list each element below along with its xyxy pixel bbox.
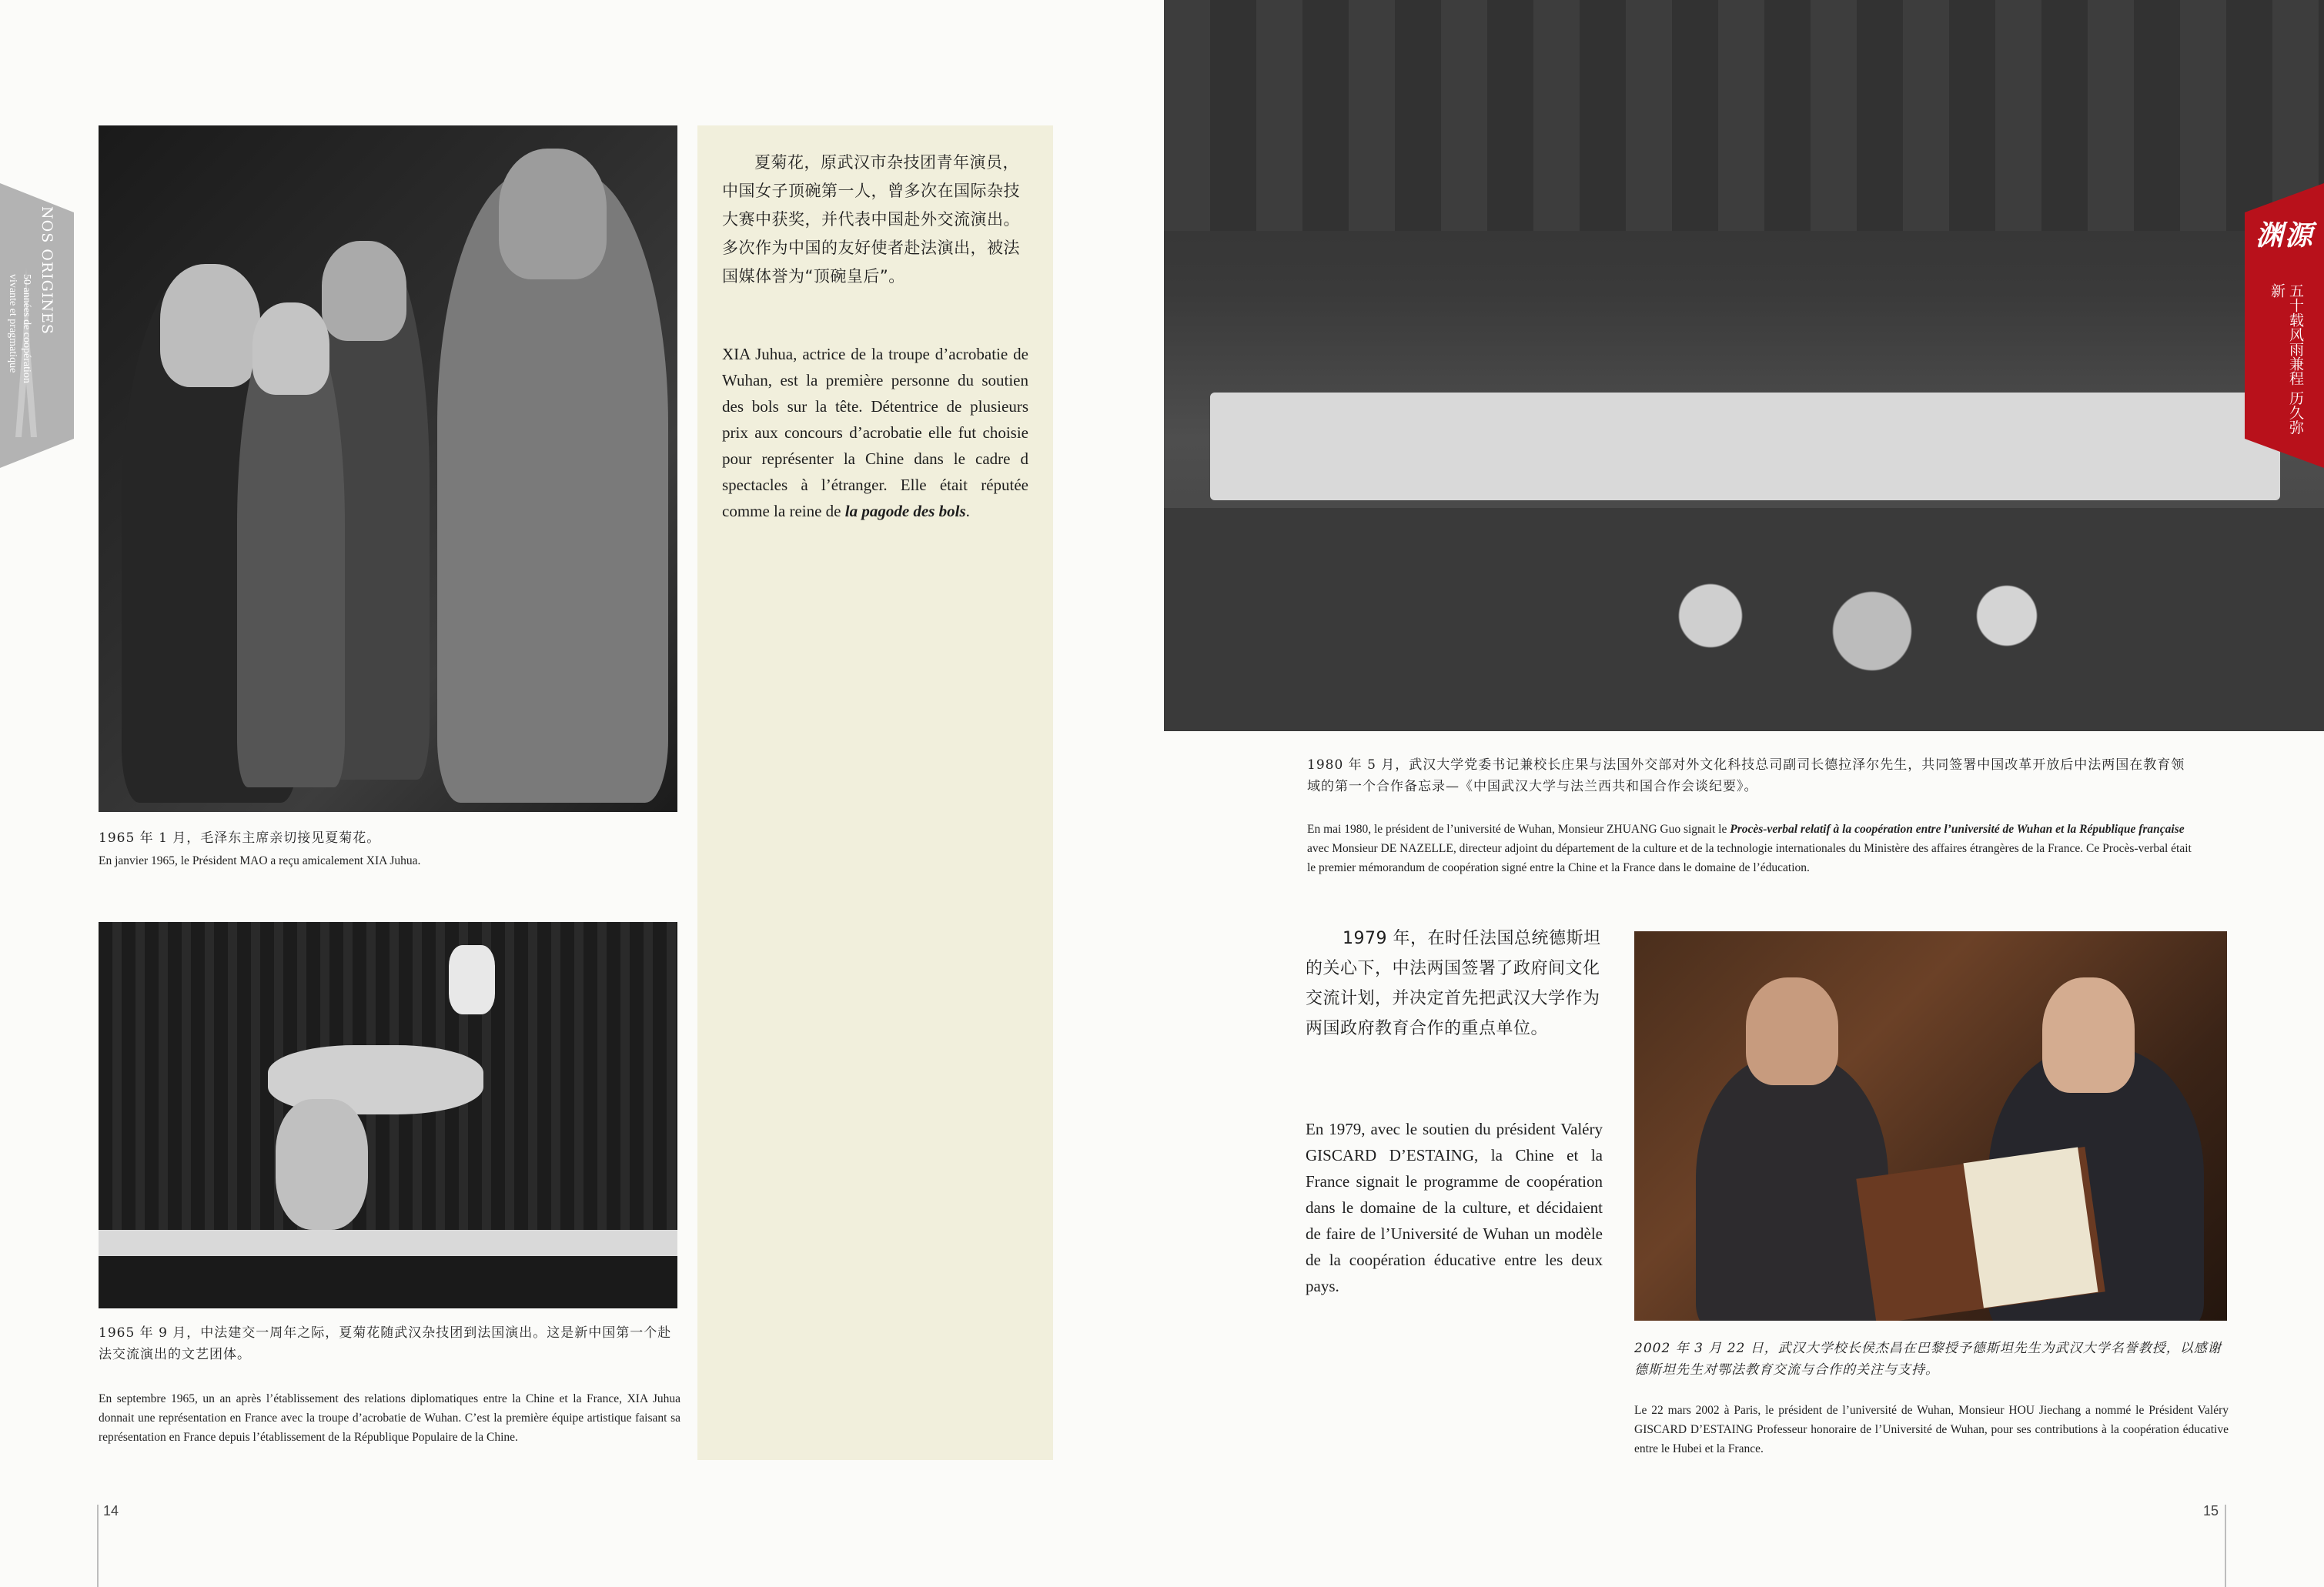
sidebar-fr-text-main: XIA Juhua, actrice de la troupe d’acrobatie de Wuhan, est la première personne du soutien des bols sur la tête. Détentrice de plusieurs prix aux concours d’acrobatie elle fut choisie pour représenter la Chine dans le cadre d spectacles à l’étranger. Elle était réputée comme la reine de	[722, 345, 1028, 520]
photo-mao-xia-juhua	[99, 125, 677, 812]
side-tab-subtitle-2: vivante et pragmatique	[7, 274, 18, 373]
photo3-caption-cn: 1980 年 5 月，武汉大学党委书记兼校长庄果与法国外交部对外文化科技总司副司长德拉泽尔先生，共同签署中国改革开放后中法两国在教育领域的第一个合作备忘录—《中国武汉大学与法兰西共和国合作会谈纪要》。	[1307, 757, 2185, 794]
photo1-caption-fr: En janvier 1965, le Président MAO a reçu amicalement XIA Juhua.	[99, 854, 421, 867]
right-page-divider	[2225, 1505, 2226, 1587]
photo4-caption-fr: Le 22 mars 2002 à Paris, le président de l’université de Wuhan, Monsieur HOU Jiechang a nommé le Président Valéry GISCARD D’ESTAING Professeur honoraire de l’Université de Wuhan, pour ses contributions à la coopération éducative entre le Hubei et la France.	[1634, 1404, 2229, 1455]
side-tab-title: NOS ORIGINES	[38, 206, 55, 335]
side-tab-left	[0, 183, 74, 468]
photo3-caption-fr-emphasis: Procès-verbal relatif à la coopération entre l’université de Wuhan et la République française	[1730, 823, 2185, 836]
page-number-right: 15	[2203, 1503, 2219, 1519]
intro-fr-text: En 1979, avec le soutien du président Valéry GISCARD D’ESTAING, la Chine et la France signait le programme de coopération dans le domaine de la culture, et décidaient de faire de l’Université de Wuhan un modèle de la coopération éducative entre les deux pays.	[1306, 1120, 1603, 1295]
photo2-caption-fr: En septembre 1965, un an après l’établissement des relations diplomatiques entre la Chine et la France, XIA Juhua donnait une représentation en France avec la troupe d’acrobatie de Wuhan. C’est la première équipe artistique faisant sa représentation en France depuis l’établissement de la République Populaire de la Chine.	[99, 1392, 680, 1444]
sidebar-panel	[697, 125, 1053, 1460]
sidebar-fr-text-end: .	[965, 502, 970, 520]
side-tab-right-subtitle: 五十载风雨兼程 历久弥新	[2269, 283, 2304, 435]
sidebar-fr-text-emphasis: la pagode des bols	[844, 502, 966, 520]
side-tab-right-title: 渊源	[2255, 219, 2314, 252]
side-tab-right	[2245, 183, 2324, 468]
photo-honorary-professor	[1634, 931, 2227, 1321]
photo4-caption-cn: 2002 年 3 月 22 日，武汉大学校长侯杰昌在巴黎授予德斯坦先生为武汉大学名誉教授，以感谢德斯坦先生对鄂法教育交流与合作的关注与支持。	[1634, 1341, 2222, 1378]
page-number-left: 14	[103, 1503, 119, 1519]
intro-cn-text: 1979 年，在时任法国总统德斯坦的关心下，中法两国签署了政府间文化交流计划，并决定首先把武汉大学作为两国政府教育合作的重点单位。	[1306, 929, 1601, 1038]
photo3-caption-fr-main: En mai 1980, le président de l’université de Wuhan, Monsieur ZHUANG Guo signait le	[1307, 823, 1730, 836]
photo2-caption-cn: 1965 年 9 月，中法建交一周年之际，夏菊花随武汉杂技团到法国演出。这是新中国第一个赴法交流演出的文艺团体。	[99, 1325, 672, 1362]
sidebar-fr-text	[722, 341, 1028, 524]
photo3-caption-fr-end: avec Monsieur DE NAZELLE, directeur adjoint du département de la culture et de la technologie internationales du Ministère des affaires étrangères de la France. Ce Procès-verbal était le premier mémorandum de coopération signé entre la Chine et la France dans le domaine de l’éducation.	[1307, 842, 2192, 874]
photo-acrobatic-performance	[99, 922, 677, 1308]
side-tab-subtitle-1: 50 années de coopération	[21, 274, 32, 383]
photo-signing-ceremony	[1164, 0, 2324, 731]
sidebar-cn-text: 夏菊花，原武汉市杂技团青年演员，中国女子顶碗第一人，曾多次在国际杂技大赛中获奖，并代表中国赴外交流演出。多次作为中国的友好使者赴法演出，被法国媒体誉为“顶碗皇后”。	[722, 153, 1020, 286]
left-page-divider	[97, 1505, 99, 1587]
photo1-caption-cn: 1965 年 1 月，毛泽东主席亲切接见夏菊花。	[99, 830, 381, 846]
photo3-caption-fr	[1307, 820, 2192, 877]
